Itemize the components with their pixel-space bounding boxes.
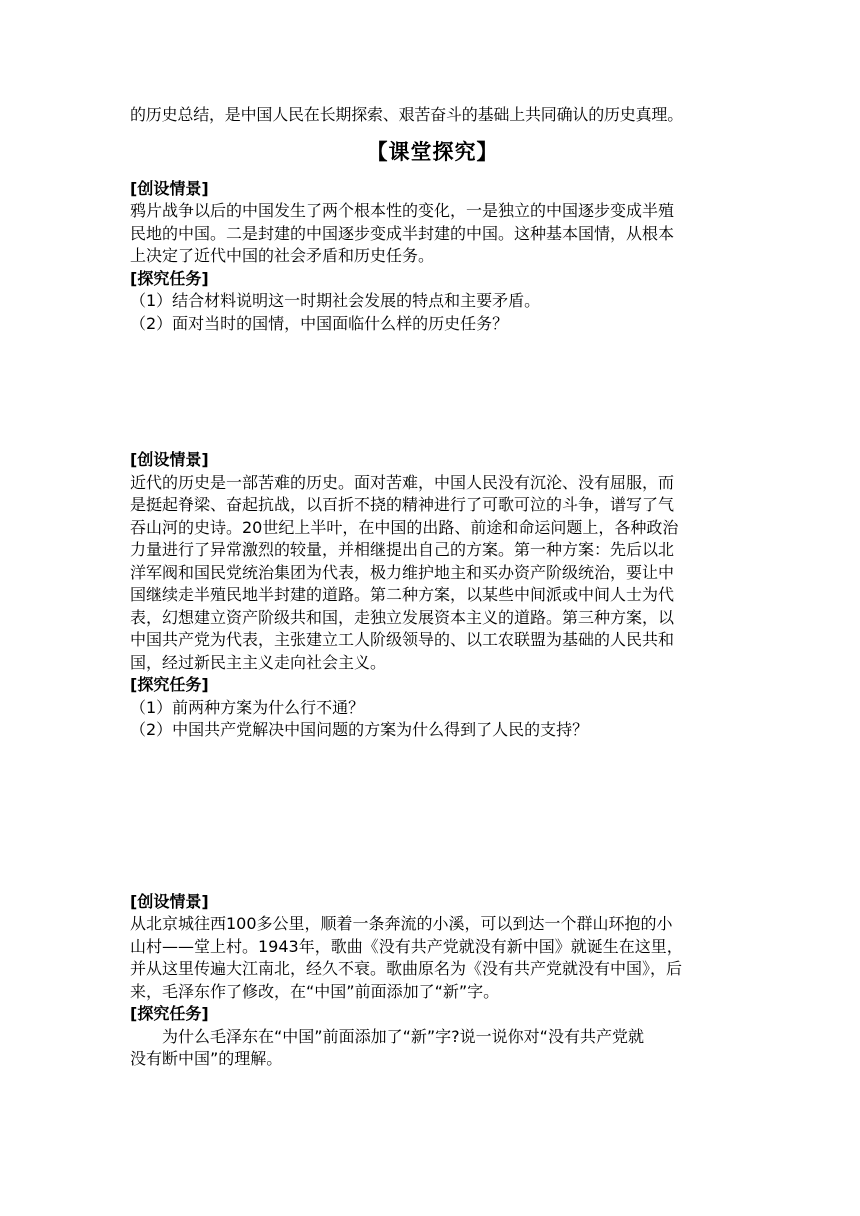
task-item: （1）结合材料说明这一时期社会发展的特点和主要矛盾。: [130, 291, 541, 310]
section-heading: 【课堂探究】: [366, 139, 499, 164]
task-label: [探究任务]: [130, 1004, 209, 1023]
task-item: （2）面对当时的国情，中国面临什么样的历史任务？: [130, 313, 509, 333]
scenario-label: [创设情景]: [130, 891, 209, 911]
scenario-line: 鸦片战争以后的中国发生了两个根本性的变化，一是独立的中国逐步变成半殖: [130, 201, 675, 220]
task-label: [探究任务]: [130, 675, 209, 694]
scenario-line: 上决定了近代中国的社会矛盾和历史任务。: [130, 246, 435, 265]
scenario-label: [创设情景]: [130, 450, 209, 469]
task-item: （1）前两种方案为什么行不通？: [130, 697, 365, 717]
answer-space: [130, 335, 735, 449]
inquiry-section-2: [130, 449, 735, 742]
scenario-line: 中国共产党为代表，主张建立工人阶级领导的、以工农联盟为基础的人民共和: [130, 630, 675, 649]
scenario-line: 并从这里传遍大江南北，经久不衰。歌曲原名为《没有共产党就没有中国》，后: [130, 959, 683, 978]
scenario-line: 国继续走半殖民地半封建的道路。第二种方案，以某些中间派或中间人士为代: [130, 585, 675, 604]
scenario-label: [创设情景]: [130, 178, 209, 198]
scenario-line: 民地的中国。二是封建的中国逐步变成半封建的中国。这种基本国情，从根本: [130, 223, 675, 243]
scenario-line: 从北京城往西100多公里，顺着一条奔流的小溪，可以到达一个群山环抱的小: [130, 914, 673, 933]
scenario-line: 表，幻想建立资产阶级共和国，走独立发展资本主义的道路。第三种方案，以: [130, 607, 675, 627]
scenario-line: 国，经过新民主主义走向社会主义。: [130, 652, 387, 672]
task-label: [探究任务]: [130, 268, 209, 288]
task-item: 没有断中国”的理解。: [130, 1049, 283, 1068]
intro-text: 的历史总结，是中国人民在长期探索、艰苦奋斗的基础上共同确认的历史真理。: [130, 105, 684, 124]
scenario-line: 来，毛泽东作了修改，在“中国”前面添加了“新”字。: [130, 981, 500, 1001]
scenario-line: 近代的历史是一部苦难的历史。面对苦难，中国人民没有沉沦、没有屈服，而: [130, 472, 675, 492]
task-item: （2）中国共产党解决中国问题的方案为什么得到了人民的支持？: [130, 720, 589, 739]
scenario-line: 吞山河的史诗。20世纪上半叶，在中国的出路、前途和命运问题上，各种政治: [130, 517, 679, 537]
scenario-line: 洋军阀和国民党统治集团为代表，极力维护地主和买办资产阶级统治，要让中: [130, 562, 675, 582]
inquiry-section-3: [130, 891, 735, 1071]
scenario-line: 山村——堂上村。1943年，歌曲《没有共产党就没有新中国》就诞生在这里，: [130, 936, 683, 956]
scenario-line: 是挺起脊梁、奋起抗战，以百折不挠的精神进行了可歌可泣的斗争，谱写了气: [130, 495, 675, 514]
inquiry-section-1: [130, 178, 735, 336]
document-page: [130, 104, 735, 1071]
task-item: 为什么毛泽东在“中国”前面添加了“新”字?说一说你对“没有共产党就: [162, 1026, 644, 1046]
scenario-line: 力量进行了异常激烈的较量，并相继提出自己的方案。第一种方案：先后以北: [130, 540, 675, 559]
answer-space: [130, 742, 735, 891]
